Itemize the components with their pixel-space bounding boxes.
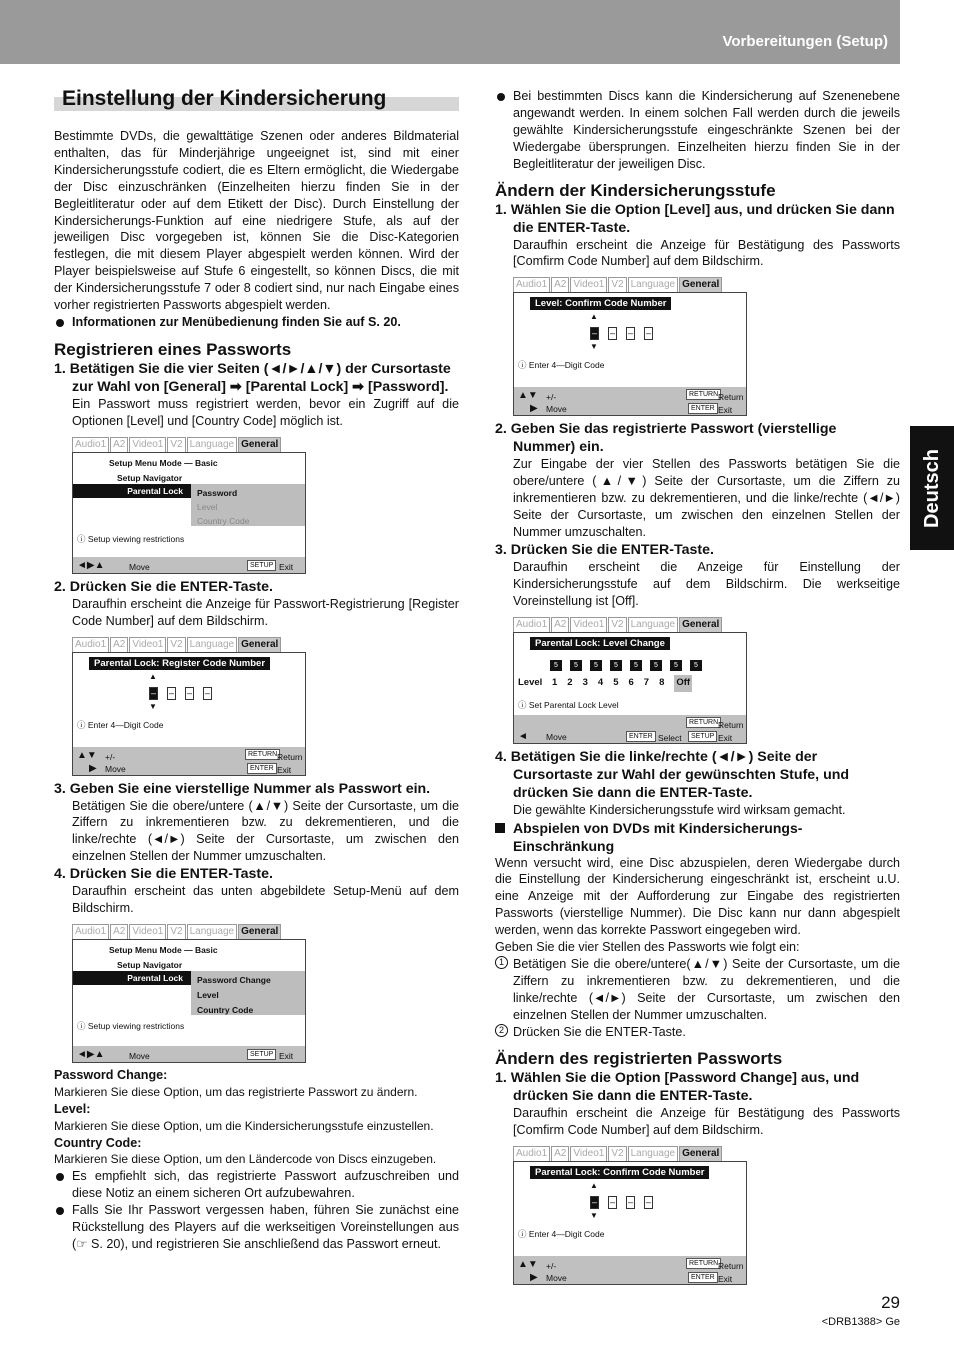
password-change-label: Password Change: [54,1067,168,1082]
return-key: RETURN [245,749,280,760]
tab-general: General [238,924,281,939]
digit-2: – [168,687,174,698]
bullet-note-1: Es empfiehlt sich, das registrierte Passwort aufzuschreiben und diese Notiz an einem sicheren Ort aufzubewahren. [54,1168,459,1202]
lock-icon: 5 [690,660,702,671]
tab-v2: V2 [608,277,626,292]
osd-exit: Exit [279,561,294,572]
osd-exit: Exit [718,405,733,416]
language-tab-label: Deutsch [920,448,943,528]
tab-a2: A2 [110,437,128,452]
tab-video1: Video1 [570,617,607,632]
lock-icon: 5 [590,660,602,671]
tab-audio1: Audio1 [513,617,550,632]
osd-register-code [72,636,306,776]
tab-language: Language [187,924,238,939]
osd-plusminus: +/- [546,1261,557,1272]
circled-2-icon: 2 [495,1024,508,1037]
digit-1: – [150,687,156,698]
left-column [54,128,459,1253]
lock-icon: 5 [610,660,622,671]
level-1: 1 [552,676,558,688]
level-off: Off [674,675,692,692]
updown-icon: ▲▼ [518,390,538,402]
osd-hint: ⓘ Enter 4—Digit Code [77,719,164,730]
header-bar [0,0,900,64]
arrows-icon: ◄▶▲ [77,559,105,571]
register-step-3: 3. Geben Sie eine vierstellige Nummer als Passwort ein. [54,780,431,797]
lock-icon: 5 [670,660,682,671]
tab-v2: V2 [608,1146,626,1161]
osd-move: Move [105,763,126,774]
change-step-4-body: Die gewählte Kindersicherungsstufe wird wirksam gemacht. [513,802,846,817]
digit-3: – [627,1197,633,1208]
osd-exit: Exit [718,732,733,743]
osd-password: Password [197,487,238,498]
osd-screen-title: Level: Confirm Code Number [530,297,671,310]
tab-language: Language [628,277,679,292]
change-step-3: 3. Drücken Sie die ENTER-Taste. [495,541,714,558]
digit-2: – [609,1197,615,1208]
tab-video1: Video1 [570,1146,607,1161]
osd-hint: ⓘ Setup viewing restrictions [77,1020,185,1031]
down-arrow-icon: ▼ [590,342,598,352]
osd-level: Level [197,501,218,512]
tab-audio1: Audio1 [72,924,109,939]
osd-move: Move [546,731,567,742]
page-title: Einstellung der Kindersicherung [62,87,387,110]
tab-a2: A2 [551,277,569,292]
level-values [552,675,692,692]
osd-return: Return [718,719,744,730]
level-8: 8 [659,676,665,688]
osd-move: Move [129,1050,150,1061]
osd-mode: Setup Menu Mode — Basic [109,457,218,468]
circled-1-icon: 1 [495,956,508,969]
tab-audio1: Audio1 [513,1146,550,1161]
osd-exit: Exit [277,764,292,775]
level-text: Markieren Sie diese Option, um die Kindersicherungsstufe einzustellen. [54,1118,434,1133]
register-heading: Registrieren eines Passworts [54,339,292,359]
page-number: 29 [881,1293,900,1312]
osd-screen-title: Parental Lock: Register Code Number [89,657,270,670]
intro-note: Informationen zur Menübedienung finden Sie auf S. 20. [54,314,459,331]
tab-language: Language [187,637,238,652]
osd-setup-menu-1 [72,436,306,574]
playback-body-2: Geben Sie die vier Stellen des Passworts wie folgt ein: [495,940,800,955]
osd-hint-text: Set Parental Lock Level [528,699,619,710]
setup-key: SETUP [247,1049,276,1060]
tab-a2: A2 [551,617,569,632]
tab-v2: V2 [167,924,185,939]
playback-step-2-text: Drücken Sie die ENTER-Taste. [513,1024,686,1039]
up-arrow-icon: ▲ [590,1181,598,1191]
digit-1: – [591,1197,597,1208]
down-arrow-icon: ▼ [149,701,157,711]
osd-hint-text: Enter 4—Digit Code [528,1229,605,1240]
osd-country-code: Country Code [197,515,250,526]
osd-hint: ⓘ Enter 4—Digit Code [518,1229,605,1240]
bullet-note-2: Falls Sie Ihr Passwort vergessen haben, führen Sie zunächst eine Rückstellung des Players auf die werkseitigen Voreinstellungen aus (☞ S. 20), und registrieren Sie anschließend das Passwort erneut. [54,1202,459,1253]
digit-2: – [609,328,615,339]
tab-general: General [679,1146,722,1161]
osd-screen-title: Parental Lock: Confirm Code Number [530,1166,709,1179]
osd-hint: ⓘ Setup viewing restrictions [77,533,185,544]
osd-move: Move [129,561,150,572]
page-title-block [54,86,459,113]
osd-setup-menu-2 [72,923,306,1063]
tab-video1: Video1 [129,924,166,939]
osd-password-change: Password Change [197,974,271,985]
playback-heading: Abspielen von DVDs mit Kindersicherungs-Einschränkung [495,819,900,855]
down-arrow-icon: ▼ [590,1211,598,1221]
osd-screen-title: Parental Lock: Level Change [530,637,670,650]
register-step-1: 1. Betätigen Sie die vier Seiten (◄/►/▲/▼) der Cursortaste zur Wahl von [General] ➡ [Parental Lock] ➡ [Password]. [54,360,451,395]
tab-language: Language [628,1146,679,1161]
tab-v2: V2 [167,437,185,452]
osd-parental-lock: Parental Lock [73,971,191,985]
osd-level-change [513,616,747,744]
setup-key: SETUP [247,560,276,571]
change-level-heading: Ändern der Kindersicherungsstufe [495,180,776,200]
osd-plusminus: +/- [105,751,116,762]
tab-a2: A2 [110,924,128,939]
right-arrow-icon: ▶ [530,403,538,415]
tab-video1: Video1 [570,277,607,292]
tab-audio1: Audio1 [513,277,550,292]
level-7: 7 [643,676,650,688]
playback-body: Wenn versucht wird, eine Disc abzuspielen, deren Wiedergabe durch die Einstellung der Kindersicherung eingeschränkt ist, erscheint u.U. eine Anzeige mit der Aufforderung zur Eingabe des registrierten Passworts (vierstellige Nummer). Die Disc kann nur dann abgespielt werden, wenn das korrekte Passwort eingegeben wird. [495,855,900,938]
osd-hint: ⓘ Enter 4—Digit Code [518,360,605,371]
register-step-1-body: Ein Passwort muss registriert werden, bevor ein Zugriff auf die Optionen [Level] und [Country Code] möglich ist. [72,396,459,428]
osd-tabs [72,436,306,452]
osd-exit: Exit [279,1050,294,1061]
tab-video1: Video1 [129,437,166,452]
enter-key: ENTER [247,763,277,774]
tab-video1: Video1 [129,637,166,652]
return-key: RETURN [686,389,721,400]
lock-icon: 5 [570,660,582,671]
level-6: 6 [628,676,634,688]
osd-hint: ⓘ Set Parental Lock Level [518,699,619,710]
change-step-1-body: Daraufhin erscheint die Anzeige für Bestätigung des Passworts [Comfirm Code Number] auf dem Bildschirm. [513,237,900,269]
playback-step-1 [495,956,900,1024]
digit-3: – [186,687,192,698]
osd-country-code: Country Code [197,1004,254,1015]
document-code: <DRB1388> Ge [821,1316,900,1328]
password-step-1-body: Daraufhin erscheint die Anzeige für Bestätigung des Passworts [Comfirm Code Number] auf dem Bildschirm. [513,1106,900,1138]
right-arrow-icon: ▶ [89,762,97,774]
osd-hint-text: Setup viewing restrictions [87,1020,185,1031]
scene-level-note: Bei bestimmten Discs kann die Kindersicherung auf Szenenebene angewandt werden. In einem solchen Fall werden durch die jeweils gewählte Kindersicherungsstufe eingeschränkte Szenen bei der Wiedergabe übersprungen. Einzelheiten hierzu finden Sie in der Begleitliteratur der jeweiligen Disc. [495,88,900,173]
digit-1: – [591,328,597,339]
digit-4: – [645,1197,651,1208]
osd-navigator: Setup Navigator [117,472,183,483]
osd-move: Move [546,1273,567,1284]
lock-icon: 5 [650,660,662,671]
tab-language: Language [187,437,238,452]
osd-level-confirm [513,276,747,416]
register-step-2: 2. Drücken Sie die ENTER-Taste. [54,578,273,595]
register-step-4-body: Daraufhin erscheint das unten abgebildete Setup-Menü auf dem Bildschirm. [72,884,459,916]
setup-key: SETUP [688,731,717,742]
level-5: 5 [613,676,619,688]
change-step-2-body: Zur Eingabe der vier Stellen des Passworts betätigen Sie die obere/untere (▲/▼) Seite der Cursortaste, um die Ziffern zu inkrementieren bzw. zu dekrementieren, und die linke/rechte (◄/►) Seite der Cursortaste, um zwischen den einzelnen Stellen der Nummer umzuschalten. [513,457,900,539]
tab-general: General [679,277,722,292]
osd-return: Return [718,392,744,403]
lock-icon: 5 [550,660,562,671]
section-title: Vorbereitungen (Setup) [722,33,888,50]
right-arrow-icon: ▶ [530,1272,538,1284]
change-step-4: 4. Betätigen Sie die linke/rechte (◄/►) Seite der Cursortaste zur Wahl der gewünschten Stufe, und drücken Sie dann die ENTER-Taste. [495,748,850,801]
tab-v2: V2 [608,617,626,632]
tab-audio1: Audio1 [72,437,109,452]
tab-general: General [238,637,281,652]
right-column [495,88,900,1289]
digit-4: – [204,687,210,698]
change-step-2: 2. Geben Sie das registrierte Passwort (vierstellige Nummer) ein. [495,421,837,456]
left-arrow-icon: ◄ [518,730,528,742]
level-2: 2 [567,676,573,688]
register-step-3-body: Betätigen Sie die obere/untere (▲/▼) Seite der Cursortaste, um die Ziffern zu inkrementieren bzw. zu dekrementieren, und die linke/rechte (◄/►) Seite der Cursortaste, um zwischen den einzelnen Stellen der Nummer umzuschalten. [72,798,459,864]
country-code-label: Country Code: [54,1135,142,1150]
password-change-text: Markieren Sie diese Option, um das registrierte Passwort zu ändern. [54,1084,418,1099]
level-4: 4 [597,676,604,688]
change-step-3-body: Daraufhin erscheint die Anzeige für Einstellung der Kindersicherungsstufe auf dem Bildschirm. Die werkseitige Voreinstellung ist [Off]. [513,559,900,608]
tab-general: General [679,617,722,632]
change-step-1: 1. Wählen Sie die Option [Level] aus, und drücken Sie dann die ENTER-Taste. [495,201,895,236]
osd-hint-text: Enter 4—Digit Code [528,360,605,371]
level-3: 3 [582,676,588,688]
osd-hint-text: Enter 4—Digit Code [87,719,164,730]
digit-3: – [627,328,633,339]
playback-step-2 [495,1024,900,1041]
digit-4: – [645,328,651,339]
return-key: RETURN [686,1258,721,1269]
enter-key: ENTER [626,731,656,742]
updown-icon: ▲▼ [518,1259,538,1271]
register-step-4: 4. Drücken Sie die ENTER-Taste. [54,866,273,883]
osd-move: Move [546,404,567,415]
return-key: RETURN [686,717,721,728]
osd-confirm-code [513,1145,747,1285]
osd-navigator: Setup Navigator [117,959,183,970]
lock-icon: 5 [630,660,642,671]
osd-plusminus: +/- [546,392,557,403]
tab-general: General [238,437,281,452]
osd-exit: Exit [718,1274,733,1285]
osd-hint-text: Setup viewing restrictions [87,533,185,544]
up-arrow-icon: ▲ [590,312,598,322]
intro-text: Bestimmte DVDs, die gewalttätige Szenen oder anderes Bildmaterial enthalten, das für Minderjährige ungeeignet ist, sind mit einer Kindersicherungsstufe codiert, die es Eltern ermöglicht, die Wiedergabe der Disc einzuschränken (Einzelheiten hierzu finden Sie in der Begleitliteratur oder auf dem Etikett der Disc). Durch Einstellung der Kindersicherungs-Funktion auf eine niedrigere Stufe, als auf der jeweiligen Disc vorgegeben ist, können Sie die Disc-Kategorien festlegen, die mit diesem Player abgespielt werden können. Wird der Player beispielsweise auf Stufe 6 eingestellt, so können Discs, die mit der Kindersicherungsstufe 7 oder 8 codiert sind, nur nach Eingabe eines vorher registrierten Passworts abgespielt werden. [54,129,459,313]
updown-icon: ▲▼ [77,749,97,761]
osd-return: Return [277,751,303,762]
osd-parental-lock: Parental Lock [73,484,191,498]
level-label: Level: [54,1101,91,1116]
password-step-1: 1. Wählen Sie die Option [Password Change] aus, und drücken Sie dann die ENTER-Taste. [495,1070,860,1105]
language-tab [910,426,954,550]
change-password-heading: Ändern des registrierten Passworts [495,1049,783,1069]
enter-key: ENTER [688,1272,718,1283]
playback-step-1-text: Betätigen Sie die obere/untere(▲/▼) Seite der Cursortaste, um die Ziffern zu inkrementieren bzw. zu dekrementieren, und die linke/rechte (◄/►) Seite der Cursortaste, um zwischen den einzelnen Stellen der Nummer umzuschalten. [513,956,900,1022]
tab-a2: A2 [110,637,128,652]
tab-v2: V2 [167,637,185,652]
tab-audio1: Audio1 [72,637,109,652]
osd-select: Select [658,732,682,743]
arrows-icon: ◄▶▲ [77,1048,105,1060]
tab-a2: A2 [551,1146,569,1161]
up-arrow-icon: ▲ [149,671,157,681]
country-code-text: Markieren Sie diese Option, um den Ländercode von Discs einzugeben. [54,1152,437,1167]
osd-mode: Setup Menu Mode — Basic [109,944,218,955]
osd-return: Return [718,1261,744,1272]
osd-level: Level [197,989,219,1000]
osd-level-label: Level [518,676,543,688]
enter-key: ENTER [688,403,718,414]
tab-language: Language [628,617,679,632]
register-step-2-body: Daraufhin erscheint die Anzeige für Passwort-Registrierung [Register Code Number] auf dem Bildschirm. [72,596,459,628]
